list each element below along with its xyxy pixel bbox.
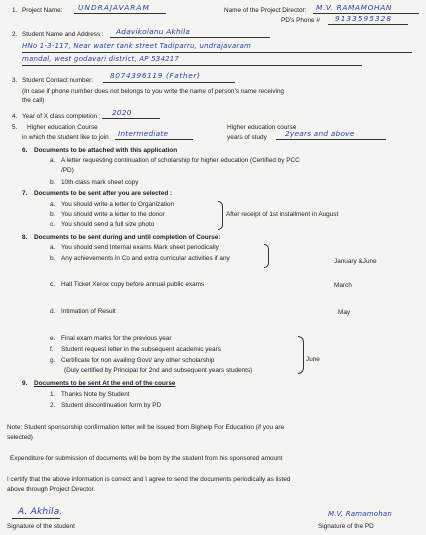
list-item: /PD): [61, 167, 74, 174]
section-7-title: Documents to be sent after you are selected :: [34, 190, 173, 197]
list-item: Student discontinuation form by PD: [61, 402, 162, 409]
x-completion-label: Year of X class completion :: [22, 113, 101, 120]
brace: [218, 201, 223, 230]
student-address-line1: HNo 1-3-117, Near water tank street Tadiparru, undrajavaram: [22, 42, 252, 50]
item-number: 3.: [12, 77, 18, 84]
item-number: 9.: [22, 380, 28, 387]
course-years-label: Higher education course: [227, 124, 297, 131]
list-marker: d.: [50, 308, 56, 315]
underline: [115, 139, 193, 140]
section-6-title: Documents to be attached with this application: [34, 147, 178, 154]
list-item: A letter requesting continuation of scholarship for higher education (Certified by PCC: [61, 157, 300, 164]
pd-signature-label: Signature of the PD: [318, 523, 374, 530]
contact-note-line1: (In case if phone number does not belongs to you write the name of person’s name receiving: [22, 88, 285, 95]
x-completion-value: 2020: [112, 108, 132, 117]
list-marker: g.: [50, 357, 56, 364]
list-item: Intimation of Result: [61, 308, 116, 315]
list-item: Thanks Note by Student: [61, 391, 130, 398]
higher-course-label-cont: in which the student like to join: [22, 134, 109, 141]
certify-line2: above through Project Director.: [7, 486, 96, 493]
list-item: You should send Internal exams Mark sheet periodically: [61, 244, 219, 251]
list-item: You should write a letter to Organization: [61, 201, 175, 208]
brace: [264, 244, 269, 268]
contact-number-label: Student Contact number:: [22, 77, 94, 84]
item-number: 6.: [22, 147, 28, 154]
contact-note-line2: the call): [22, 97, 45, 104]
underline: [328, 24, 408, 25]
schedule-may: May: [338, 309, 351, 316]
list-marker: a.: [50, 157, 56, 164]
director-name-label: Name of the Project Director:: [224, 7, 307, 14]
list-item: 10th class mark sheet copy: [61, 179, 139, 186]
underline: [276, 139, 386, 140]
director-name-value: M.V. RAMAMOHAN: [316, 3, 392, 12]
section-9-title: Documents to be sent At the end of the course: [34, 380, 176, 387]
item-number: 4.: [12, 113, 18, 120]
expenditure-note: Expenditure for submission of documents will be born by the student from his sponsored amount: [10, 455, 283, 462]
underline: [22, 52, 412, 53]
list-item: Certificate for non availing Govt/ any other scholarship: [61, 357, 215, 364]
contact-number-value: 8074396119 (Father): [110, 71, 201, 80]
list-marker: f.: [50, 346, 54, 353]
list-marker: c.: [50, 281, 55, 288]
item-number: 7.: [22, 190, 28, 197]
list-marker: e.: [50, 335, 56, 342]
student-name-label: Student Name and Address :: [22, 31, 104, 38]
list-item: Any achievements in Co and extra curricular activities if any: [61, 255, 230, 262]
student-signature-label: Signature of the student: [7, 523, 75, 530]
section-7-note: After receipt of 1st installment in August: [226, 211, 339, 218]
list-marker: c.: [50, 221, 55, 228]
underline: [12, 518, 60, 519]
student-name-value: Adavikolanu Akhila: [116, 27, 191, 36]
schedule-march: March: [334, 282, 352, 289]
underline: [74, 13, 166, 14]
note-line2: selected): [7, 434, 33, 441]
certify-line1: I certify that the above information is correct and I agree to send the documents periodically as listed: [7, 476, 291, 483]
course-years-label-cont: years of study: [227, 134, 267, 141]
list-marker: b.: [50, 179, 56, 186]
schedule-june: June: [306, 356, 320, 363]
list-marker: 1.: [50, 391, 56, 398]
list-item: Final exam marks for the previous year: [61, 335, 172, 342]
course-years-value: 2years and above: [285, 129, 355, 138]
underline: [110, 37, 270, 38]
list-marker: b.: [50, 211, 56, 218]
list-item: Student request letter in the subsequent academic years: [61, 346, 221, 353]
list-marker: a.: [50, 244, 56, 251]
project-name-value: UNDRAJAVARAM: [78, 3, 150, 12]
list-item: Hall Ticket Xerox copy before annual public exams: [61, 281, 205, 288]
item-number: 2.: [12, 31, 18, 38]
item-number: 1.: [12, 7, 18, 14]
pd-signature: M.V. Ramamohan: [328, 510, 393, 518]
underline: [22, 65, 362, 66]
list-marker: 2.: [50, 402, 56, 409]
underline: [103, 82, 235, 83]
pd-phone-value: 9133595328: [335, 14, 393, 23]
list-item: You should send a full size photo: [61, 221, 155, 228]
student-address-line2: mandal, west godavari district, AP 534217: [22, 55, 180, 63]
brace: [298, 336, 304, 374]
project-name-label: Project Name:: [22, 7, 63, 14]
pd-phone-label: PD's Phone #: [281, 17, 320, 24]
higher-course-value: Intermediate: [118, 129, 169, 138]
higher-course-label: Higher education Course: [27, 124, 98, 131]
list-item: (Duly certified by Principal for 2nd and subsequent years students): [64, 367, 253, 374]
underline: [102, 118, 160, 119]
list-item: You should write a letter to the donor: [61, 211, 165, 218]
list-marker: a.: [50, 201, 56, 208]
item-number: 5.: [12, 124, 18, 131]
list-marker: b.: [50, 255, 56, 262]
item-number: 8.: [22, 234, 28, 241]
student-signature: A. Akhila.: [18, 507, 63, 517]
section-8-title: Documents to be sent during and until completion of Course:: [34, 234, 221, 241]
schedule-jan-june: January &June: [334, 258, 377, 265]
note-line1: Note: Student sponsorship confirmation letter will be issued from Bighelp For Education (if you are: [7, 424, 285, 431]
